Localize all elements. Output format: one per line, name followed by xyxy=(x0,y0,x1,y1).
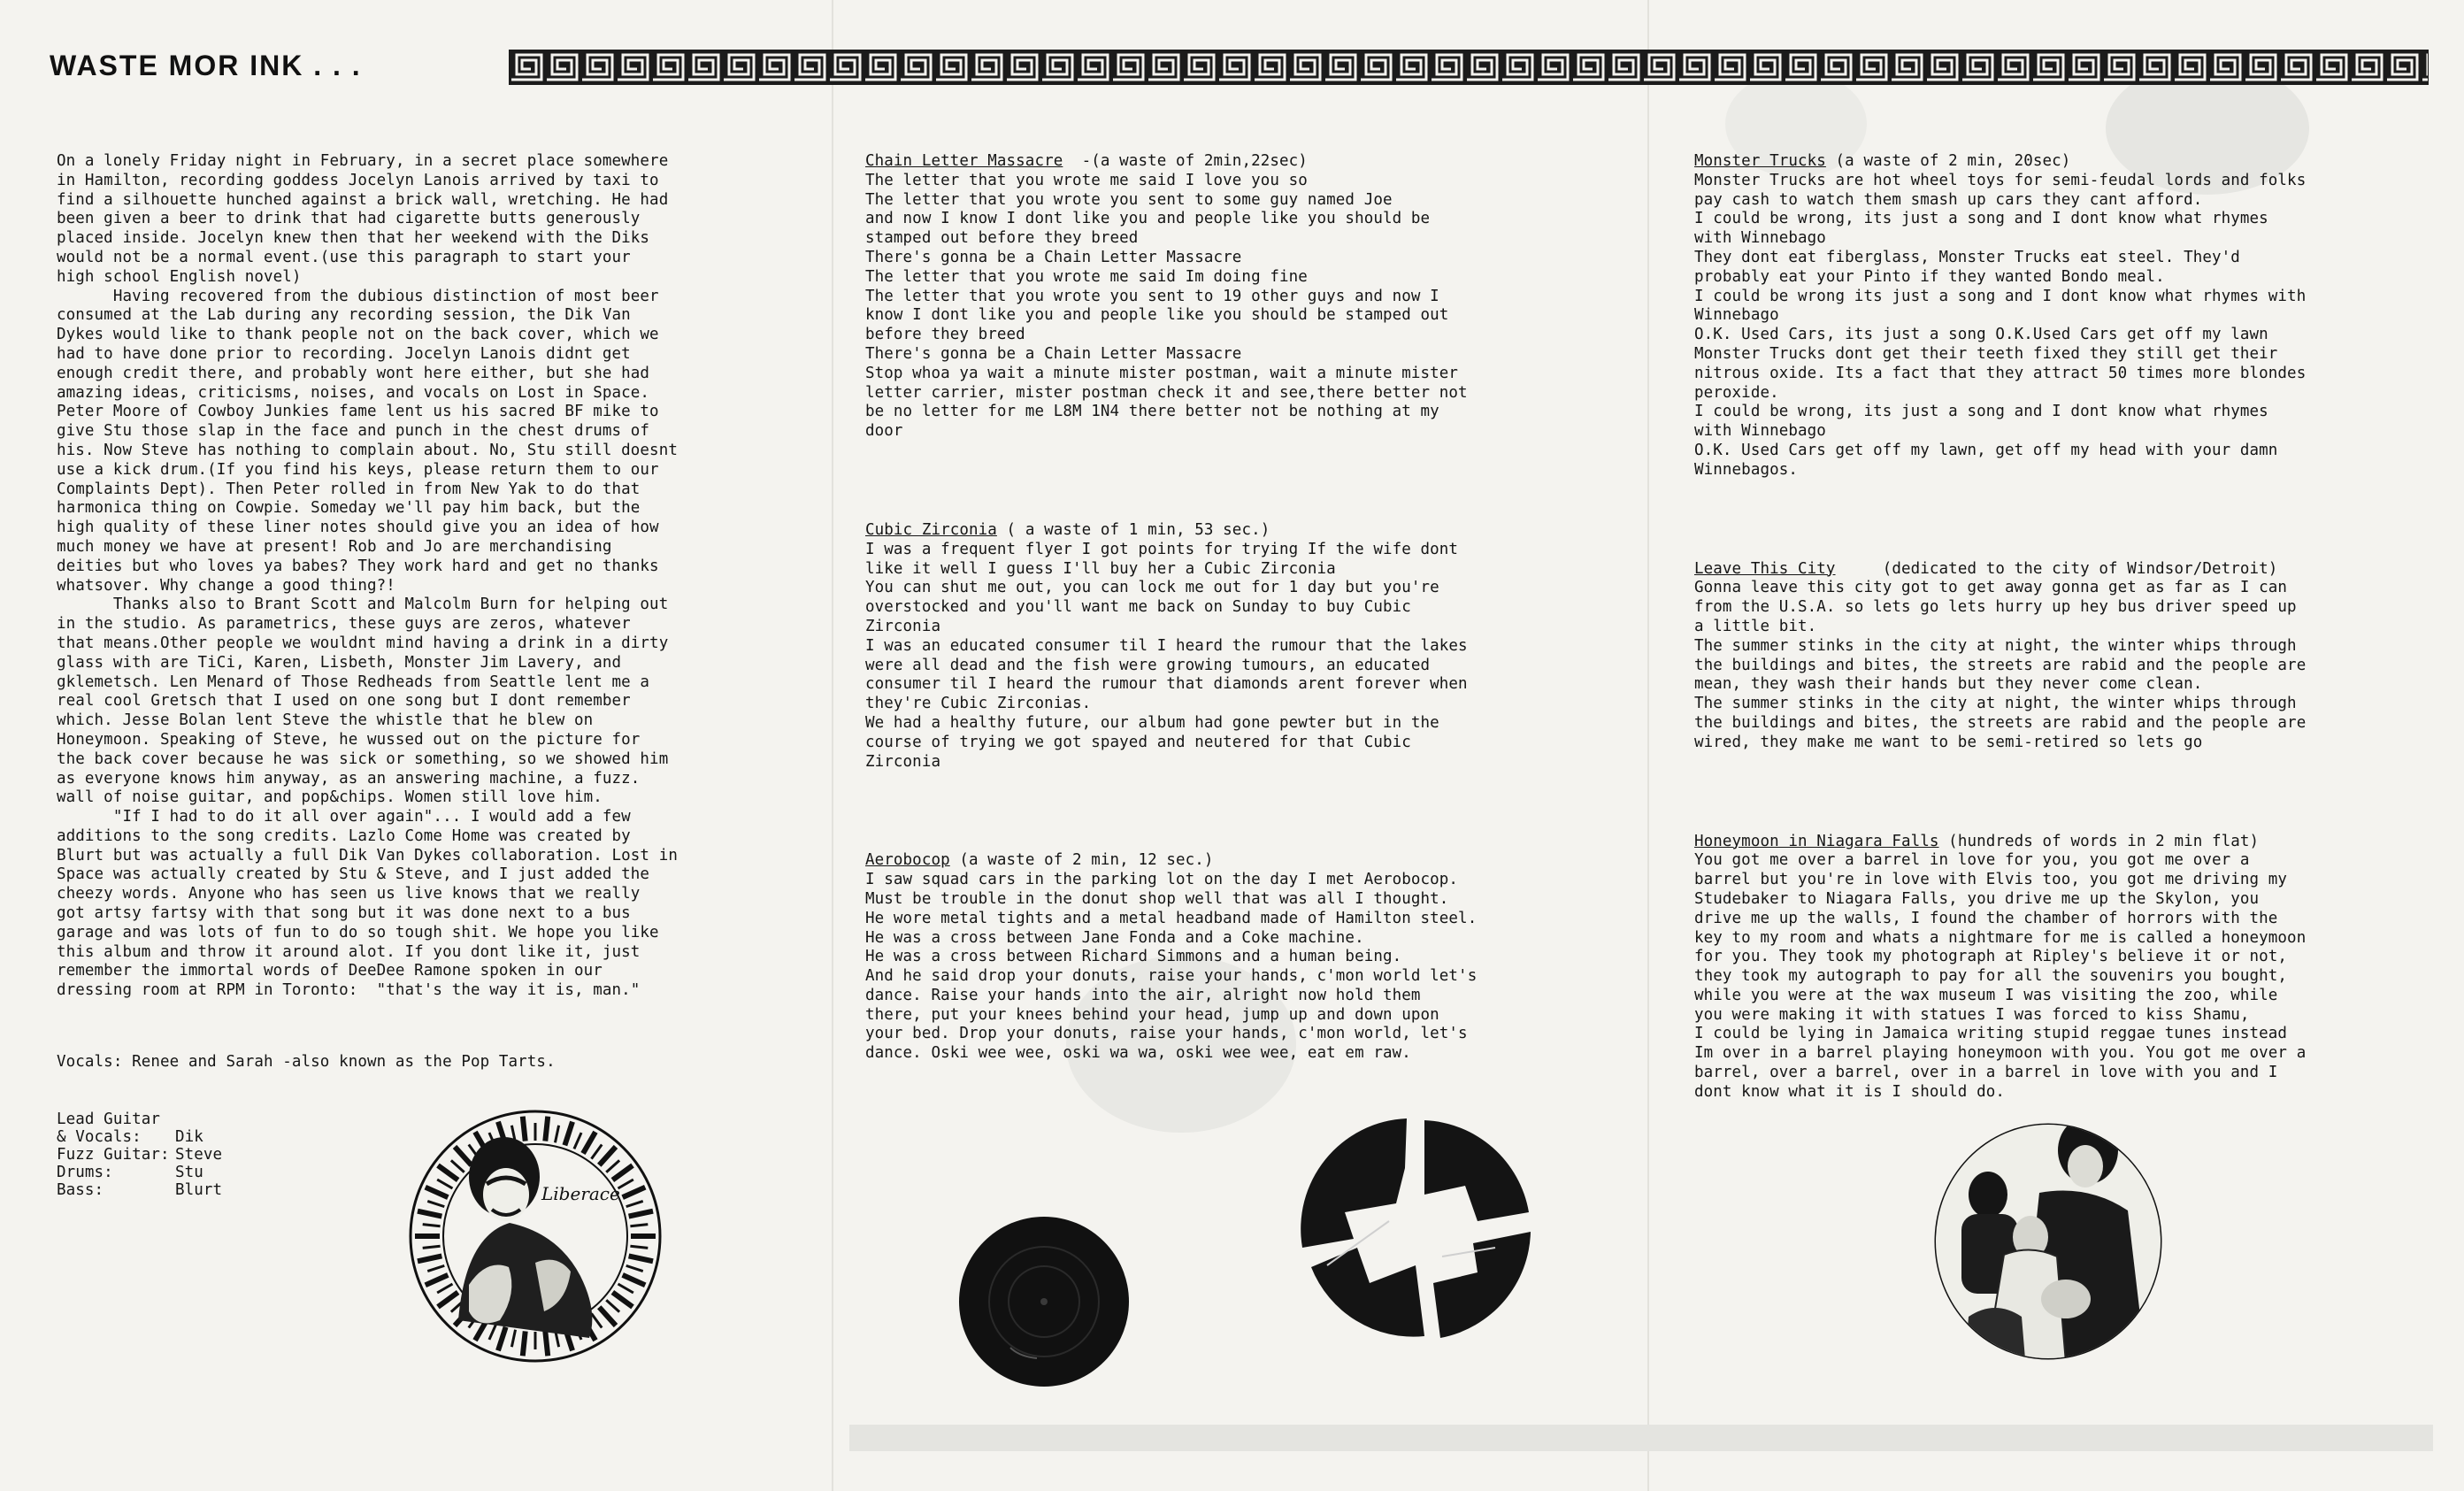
liner-notes-line: Space was actually created by Stu & Steve, and I just added the xyxy=(57,865,650,884)
liner-notes-line: real cool Gretsch that I used on one song but I dont remember xyxy=(57,692,631,711)
lyric-line: The letter that you wrote me said I love you so xyxy=(865,171,1308,189)
liner-notes-line: in Hamilton, recording goddess Jocelyn Lanois arrived by taxi to xyxy=(57,171,659,189)
lyric-line: while you were at the wax museum I was visiting the zoo, while xyxy=(1694,986,2278,1004)
lyric-line: There's gonna be a Chain Letter Massacre xyxy=(865,248,1242,266)
liner-notes-line: glass with are TiCi, Karen, Lisbeth, Monster Jim Lavery, and xyxy=(57,653,622,672)
song-title: Chain Letter Massacre xyxy=(865,152,1063,170)
lyric-line: I saw squad cars in the parking lot on the day I met Aerobocop. xyxy=(865,871,1459,889)
piano-key xyxy=(423,1225,441,1226)
liner-notes-line: garage and was lots of fun to do so tough shit. We hope you like xyxy=(57,923,659,941)
song-block xyxy=(865,152,1477,442)
record-disc xyxy=(957,1215,1131,1388)
lyric-line: You can shut me out, you can lock me out for 1 day but you're xyxy=(865,579,1439,597)
lyric-line: probably eat your Pinto if they wanted Bondo meal. xyxy=(1694,267,2165,286)
lyric-line: peroxide. xyxy=(1694,383,1779,402)
liner-notes-line: wall of noise guitar, and pop&chips. Women still love him. xyxy=(57,788,603,807)
greek-key-border xyxy=(509,50,2429,85)
lyric-line: barrel but you're in love with Elvis too, you got me driving my xyxy=(1694,871,2288,889)
lyric-line: There's gonna be a Chain Letter Massacre xyxy=(865,344,1242,363)
credit-name: Stu xyxy=(175,1163,203,1181)
liner-notes-line: the back cover because he was sick or something, so we showed him xyxy=(57,749,669,768)
liner-notes-line: Peter Moore of Cowboy Junkies fame lent us his sacred BF mike to xyxy=(57,403,659,421)
lyric-line: the buildings and bites, the streets are rabid and the people are xyxy=(1694,713,2307,732)
lyric-line: dont know what it is I should do. xyxy=(1694,1082,2005,1101)
liner-notes-line: would not be a normal event.(use this paragraph to start your xyxy=(57,248,631,266)
piano-key xyxy=(630,1225,648,1226)
song-title: Leave This City xyxy=(1694,559,1836,578)
lyric-line: be no letter for me L8M 1N4 there better not be nothing at my xyxy=(865,403,1439,421)
credits-vocals: Vocals: Renee and Sarah -also known as the Pop Tarts. xyxy=(57,1052,556,1071)
liner-notes-line: enough credit there, and probably wont here either, but she had xyxy=(57,364,650,382)
lyrics-middle xyxy=(865,152,1477,1064)
song-heading xyxy=(1694,833,2306,852)
lyric-line: Monster Trucks are hot wheel toys for semi-feudal lords and folks xyxy=(1694,171,2307,189)
lyric-line: from the U.S.A. so lets go lets hurry up hey bus driver speed up xyxy=(1694,598,2297,617)
song-duration-note: (hundreds of words in 2 min flat) xyxy=(1938,832,2260,850)
lyric-line: drive me up the walls, I found the chamber of horrors with the xyxy=(1694,909,2278,927)
lyric-line: like it well I guess I'll buy her a Cubic Zirconia xyxy=(865,559,1336,578)
liner-notes-line: as everyone knows him anyway, as an answering machine, a fuzz. xyxy=(57,769,641,788)
liner-notes-line: harmonica thing on Cowpie. Someday we'll pay him back, but the xyxy=(57,499,641,518)
song-title: Honeymoon in Niagara Falls xyxy=(1694,832,1939,850)
song-heading xyxy=(865,851,1477,871)
liner-notes-line: this album and throw it around alot. If you dont like it, just xyxy=(57,942,641,961)
credit-role: Drums: xyxy=(57,1163,113,1181)
liberace-signature: Liberace xyxy=(541,1183,620,1204)
song-block xyxy=(1694,833,2306,1103)
lyric-line: The letter that you wrote you sent to 19 other guys and now I xyxy=(865,287,1439,305)
liner-notes-line: additions to the song credits. Lazlo Come Home was created by xyxy=(57,826,631,845)
song-duration-note: ( a waste of 1 min, 53 sec.) xyxy=(996,520,1270,539)
lyric-line: The letter that you wrote you sent to some guy named Joe xyxy=(865,190,1393,209)
family-photo xyxy=(1933,1122,2163,1361)
lyric-line: know I dont like you and people like you should be stamped out xyxy=(865,306,1449,325)
lyric-line: course of trying we got spayed and neutered for that Cubic xyxy=(865,733,1411,751)
lyric-line: they took my autograph to pay for all the souvenirs you bought, xyxy=(1694,967,2288,986)
lyric-line: Zirconia xyxy=(865,617,941,635)
song-duration-note: -(a waste of 2min,22sec) xyxy=(1063,152,1308,170)
lyric-line: He was a cross between Jane Fonda and a Coke machine. xyxy=(865,928,1364,947)
lyric-line: O.K. Used Cars, its just a song O.K.Used Cars get off my lawn xyxy=(1694,326,2268,344)
lyric-line: O.K. Used Cars get off my lawn, get off my head with your damn xyxy=(1694,441,2278,459)
lyric-line: dance. Raise your hands into the air, alright now hold them xyxy=(865,986,1421,1004)
liner-notes-line: had to have done prior to recording. Jocelyn Lanois didnt get xyxy=(57,344,631,363)
song-block xyxy=(1694,152,2306,480)
credit-name: Dik xyxy=(175,1127,203,1146)
song-block xyxy=(865,521,1477,772)
lyric-line: He was a cross between Richard Simmons and a human being. xyxy=(865,948,1402,966)
lyric-line: They dont eat fiberglass, Monster Trucks eat steel. They'd xyxy=(1694,248,2240,266)
credit-name: Steve xyxy=(175,1145,223,1164)
song-heading xyxy=(865,521,1477,541)
song-title: Monster Trucks xyxy=(1694,152,1826,170)
lyric-line: Winnebagos. xyxy=(1694,460,1798,479)
lyric-line: We had a healthy future, our album had gone pewter but in the xyxy=(865,713,1439,732)
lyric-line: I could be lying in Jamaica writing stupid reggae tunes instead xyxy=(1694,1025,2288,1043)
song-duration-note: (dedicated to the city of Windsor/Detroit) xyxy=(1835,559,2278,578)
lyric-line: The summer stinks in the city at night, the winter whips through xyxy=(1694,695,2297,713)
liner-notes-line: "If I had to do it all over again"... I would add a few xyxy=(57,808,631,826)
lyric-line: dance. Oski wee wee, oski wa wa, oski wee wee, eat em raw. xyxy=(865,1044,1411,1063)
liner-notes-line: high quality of these liner notes should give you an idea of how xyxy=(57,519,659,537)
lyric-line: I could be wrong its just a song and I dont know what rhymes with xyxy=(1694,287,2307,305)
piano-key xyxy=(423,1246,441,1248)
song-title: Aerobocop xyxy=(865,851,950,870)
lyric-line: The summer stinks in the city at night, the winter whips through xyxy=(1694,636,2297,655)
lyric-line: Gonna leave this city got to get away gonna get as far as I can xyxy=(1694,579,2288,597)
page-title: WASTE MOR INK . . . xyxy=(50,50,362,81)
liner-notes-line: gklemetsch. Len Menard of Those Redheads from Seattle lent me a xyxy=(57,672,650,691)
liner-notes-line: Complaints Dept). Then Peter rolled in from New Yak to do that xyxy=(57,480,641,498)
lyric-line: consumer til I heard the rumour that diamonds arent forever when xyxy=(865,675,1468,694)
song-duration-note: (a waste of 2 min, 20sec) xyxy=(1825,152,2071,170)
lyric-line: with Winnebago xyxy=(1694,422,1826,441)
lyric-line: and now I know I dont like you and people like you should be xyxy=(865,210,1431,228)
lyric-line: your bed. Drop your donuts, raise your hands, c'mon world, let's xyxy=(865,1025,1468,1043)
piano-key xyxy=(545,1117,548,1141)
liner-notes-line: which. Jesse Bolan lent Steve the whistle that he blew on xyxy=(57,711,594,730)
lyric-line: Im over in a barrel playing honeymoon with you. You got me over a xyxy=(1694,1044,2307,1063)
lyric-line: door xyxy=(865,422,903,441)
piano-key xyxy=(523,1331,526,1356)
page-fold-left xyxy=(832,0,833,1491)
liner-notes-line: remember the immortal words of DeeDee Ramone spoken in our xyxy=(57,962,603,980)
piano-key xyxy=(630,1246,648,1248)
lyric-line: for you. They took my photograph at Ripley's believe it or not, xyxy=(1694,948,2288,966)
liner-notes-line: On a lonely Friday night in February, in a secret place somewhere xyxy=(57,152,669,170)
liberace-piano-photo xyxy=(407,1108,664,1364)
lyric-line: key to my room and whats a nightmare for me is called a honeymoon xyxy=(1694,928,2307,947)
lyric-line: with Winnebago xyxy=(1694,229,1826,248)
lyric-line: pay cash to watch them smash up cars they cant afford. xyxy=(1694,190,2203,209)
lyric-line: a little bit. xyxy=(1694,617,1817,635)
liner-notes-line: give Stu those slap in the face and punch in the chest drums of xyxy=(57,422,650,441)
lyric-line: I could be wrong, its just a song and I dont know what rhymes xyxy=(1694,403,2268,421)
lyric-line: wired, they make me want to be semi-retired so lets go xyxy=(1694,733,2203,751)
lyric-line: before they breed xyxy=(865,326,1025,344)
liner-notes-line: high school English novel) xyxy=(57,267,302,286)
lyric-line: the buildings and bites, the streets are rabid and the people are xyxy=(1694,656,2307,674)
lyric-line: I was an educated consumer til I heard the rumour that the lakes xyxy=(865,636,1468,655)
liner-notes-line: Thanks also to Brant Scott and Malcolm Burn for helping out xyxy=(57,596,669,614)
lyric-line: He wore metal tights and a metal headband made of Hamilton steel. xyxy=(865,909,1478,927)
lyric-line: I could be wrong, its just a song and I dont know what rhymes xyxy=(1694,210,2268,228)
liner-notes-line: placed inside. Jocelyn knew then that her weekend with the Diks xyxy=(57,229,650,248)
lyric-line: And he said drop your donuts, raise your hands, c'mon world let's xyxy=(865,967,1478,986)
liner-notes-line: his. Now Steve has nothing to complain about. No, Stu still doesnt xyxy=(57,441,678,459)
lyric-line: letter carrier, mister postman check it and see,there better not xyxy=(865,383,1468,402)
lyric-line: there, put your knees behind your head, jump up and down upon xyxy=(865,1005,1439,1024)
liner-notes xyxy=(57,152,678,1001)
lyric-line: mean, they wash their hands but they never come clean. xyxy=(1694,675,2203,694)
liner-notes-line: been given a beer to drink that had cigarette butts generously xyxy=(57,210,641,228)
lyric-line: were all dead and the fish were growing tumours, an educated xyxy=(865,656,1431,674)
lyric-line: Monster Trucks dont get their teeth fixed they still get their xyxy=(1694,344,2278,363)
lyric-line: Zirconia xyxy=(865,752,941,771)
lyric-line: nitrous oxide. Its a fact that they attract 50 times more blondes xyxy=(1694,364,2307,382)
lyric-line: Must be trouble in the donut shop well that was all I thought. xyxy=(865,889,1449,908)
liner-notes-line: Having recovered from the dubious distinction of most beer xyxy=(57,287,659,305)
lyric-line: stamped out before they breed xyxy=(865,229,1139,248)
credit-role: & Vocals: xyxy=(57,1127,142,1146)
credit-role: Fuzz Guitar: xyxy=(57,1145,170,1164)
liner-notes-line: find a silhouette hunched against a brick wall, wretching. He had xyxy=(57,190,669,209)
song-block xyxy=(1694,560,2306,753)
bleed-through-band xyxy=(849,1425,2433,1451)
piano-key xyxy=(523,1117,526,1141)
liner-notes-line: use a kick drum.(If you find his keys, please return them to our xyxy=(57,460,659,479)
liner-notes-line: in the studio. As parametrics, these guys are zeros, whatever xyxy=(57,615,631,634)
lyric-line: I was a frequent flyer I got points for trying If the wife dont xyxy=(865,540,1459,558)
liner-notes-line: whatsover. Why change a good thing?! xyxy=(57,576,395,595)
liner-notes-line: dressing room at RPM in Toronto: "that's the way it is, man." xyxy=(57,981,641,1000)
lyric-line: they're Cubic Zirconias. xyxy=(865,695,1092,713)
song-heading xyxy=(865,152,1477,172)
lyric-line: Winnebago xyxy=(1694,306,1779,325)
lyrics-right xyxy=(1694,152,2306,1103)
lyric-line: Studebaker to Niagara Falls, you drive me up the Skylon, you xyxy=(1694,889,2260,908)
song-heading xyxy=(1694,152,2306,172)
liner-notes-line: got artsy fartsy with that song but it was done next to a bus xyxy=(57,904,631,923)
song-title: Cubic Zirconia xyxy=(865,520,997,539)
lyric-line: The letter that you wrote me said Im doing fine xyxy=(865,267,1308,286)
liner-notes-line: Honeymoon. Speaking of Steve, he wussed out on the picture for xyxy=(57,730,641,749)
liner-notes-line: much money we have at present! Rob and Jo are merchandising xyxy=(57,537,612,556)
liner-notes-line: Blurt but was actually a full Dik Van Dykes collaboration. Lost in xyxy=(57,846,678,865)
credit-name: Blurt xyxy=(175,1180,223,1199)
credit-role: Lead Guitar xyxy=(57,1110,160,1128)
lyric-line: you were making it with statues I was forced to kiss Shamu, xyxy=(1694,1005,2250,1024)
lyric-line: barrel, over a barrel, over in a barrel in love with you and I xyxy=(1694,1064,2278,1082)
credit-role: Bass: xyxy=(57,1180,104,1199)
song-duration-note: (a waste of 2 min, 12 sec.) xyxy=(949,851,1214,870)
lyric-line: overstocked and you'll want me back on Sunday to buy Cubic xyxy=(865,598,1411,617)
song-block xyxy=(865,851,1477,1064)
liner-notes-line: amazing ideas, criticisms, noises, and vocals on Lost in Space. xyxy=(57,383,650,402)
page-fold-right xyxy=(1647,0,1649,1491)
piano-key xyxy=(545,1331,548,1356)
liner-notes-line: cheezy words. Anyone who has seen us live knows that we really xyxy=(57,885,641,903)
liner-notes-line: Dykes would like to thank people not on the back cover, which we xyxy=(57,326,659,344)
song-heading xyxy=(1694,560,2306,580)
liner-notes-line: that means.Other people we wouldnt mind having a drink in a dirty xyxy=(57,634,669,652)
liner-notes-line: deities but who loves ya babes? They work hard and get no thanks xyxy=(57,557,659,575)
broken-record xyxy=(1292,1115,1539,1345)
lyric-line: You got me over a barrel in love for you, you got me over a xyxy=(1694,851,2250,870)
liner-notes-line: consumed at the Lab during any recording session, the Dik Van xyxy=(57,306,631,325)
lyric-line: Stop whoa ya wait a minute mister postman, wait a minute mister xyxy=(865,364,1459,382)
